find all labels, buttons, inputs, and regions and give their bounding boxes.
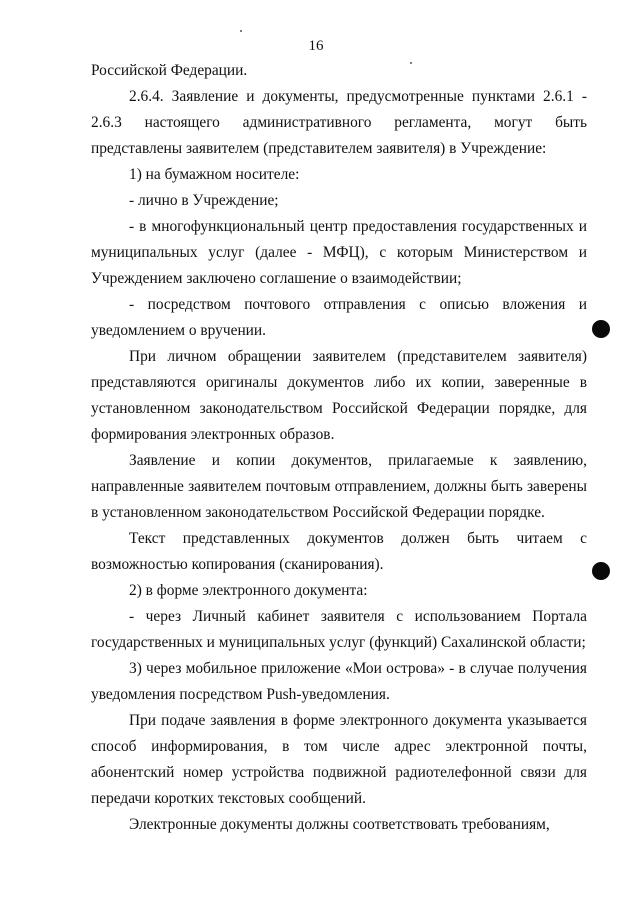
list-item-postal: - посредством почтового отправления с описью вложения и уведомлением о вручении. xyxy=(91,296,587,339)
paragraph-personal-visit: При личном обращении заявителем (представителем заявителя) представляются оригиналы документов либо их копии, заверенные в установленном законодательством Российской Федерации порядке, для формирования электронных образов. xyxy=(91,348,587,443)
list-item-in-person: - лично в Учреждение; xyxy=(129,192,279,209)
paragraph-electronic-requirements: Электронные документы должны соответствовать требованиям, xyxy=(129,816,550,833)
paragraph-paper-form: 1) на бумажном носителе: xyxy=(129,166,300,183)
paragraph-continuation: Российской Федерации. xyxy=(91,62,248,79)
punch-hole-mark xyxy=(592,562,610,580)
scan-speck xyxy=(410,62,412,64)
list-item-mobile-app: 3) через мобильное приложение «Мои острова» - в случае получения уведомления посредством Push-уведомления. xyxy=(91,660,587,703)
scan-speck xyxy=(240,30,242,32)
list-item-personal-cabinet: - через Личный кабинет заявителя с использованием Портала государственных и муниципальных услуг (функций) Сахалинской области; xyxy=(91,608,587,651)
list-item-mfc: - в многофункциональный центр предоставления государственных и муниципальных услуг (далее - МФЦ), с которым Министерством и Учреждением заключено соглашение о взаимодействии; xyxy=(91,218,587,287)
paragraph-text-readable: Текст представленных документов должен быть читаем с возможностью копирования (сканирования). xyxy=(91,530,587,573)
punch-hole-mark xyxy=(592,320,610,338)
paragraph-postal-copies: Заявление и копии документов, прилагаемые к заявлению, направленные заявителем почтовым отправлением, должны быть заверены в установленном законодательством Российской Федерации порядке. xyxy=(91,452,587,521)
paragraph-2-6-4: 2.6.4. Заявление и документы, предусмотренные пунктами 2.6.1 - 2.6.3 настоящего административного регламента, могут быть представлены заявителем (представителем заявителя) в Учреждение: xyxy=(91,88,587,157)
paragraph-notification-method: При подаче заявления в форме электронного документа указывается способ информирования, в том числе адрес электронной почты, абонентский номер устройства подвижной радиотелефонной связи для передачи коротких текстовых сообщений. xyxy=(91,712,587,807)
document-body xyxy=(91,58,587,838)
page-number: 16 xyxy=(308,38,324,54)
paragraph-electronic-form: 2) в форме электронного документа: xyxy=(129,582,368,599)
